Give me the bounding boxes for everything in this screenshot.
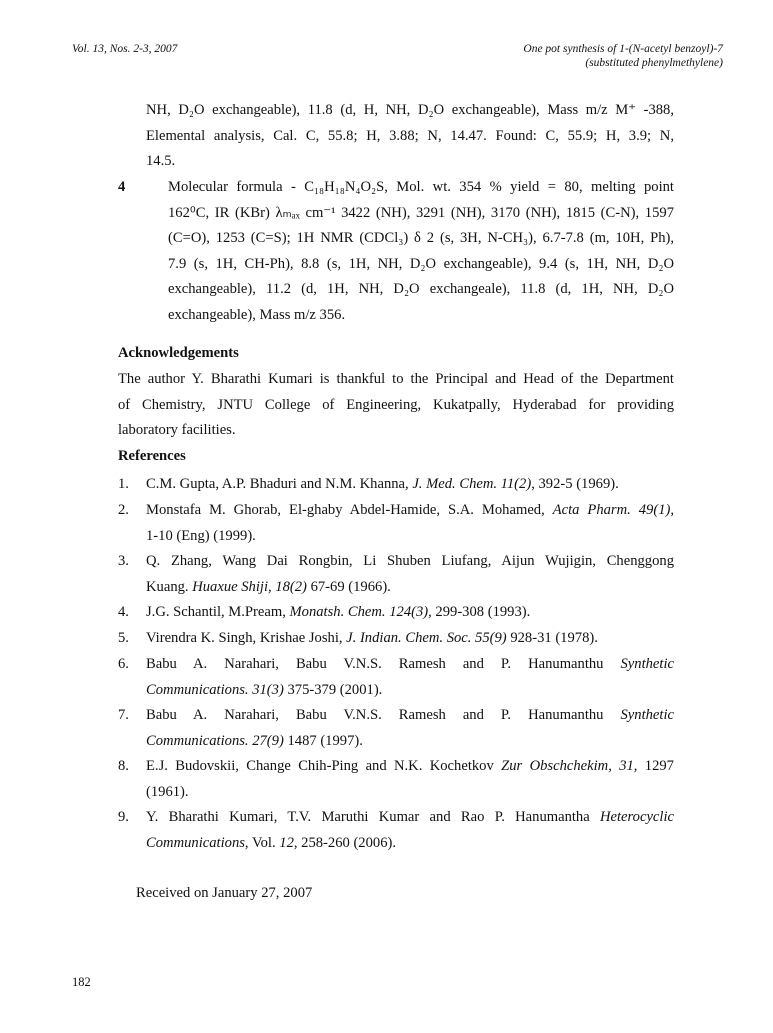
reference-item	[118, 626, 674, 652]
reference-line	[146, 729, 674, 755]
reference-authors: C.M. Gupta, A.P. Bhaduri and N.M. Khanna,	[146, 476, 413, 492]
references-heading: References	[118, 448, 186, 464]
reference-item	[118, 472, 674, 498]
acknowledgements-text	[118, 367, 674, 444]
reference-item	[118, 703, 674, 754]
reference-volume: 12	[279, 834, 294, 851]
reference-number: 7.	[118, 707, 129, 723]
reference-continuation: Kuang.	[146, 578, 193, 595]
reference-line	[146, 549, 674, 575]
text-line: exchangeable), 11.2 (d, 1H, NH, D₂O exchangeale), 11.8 (d, 1H, NH, D₂O	[168, 281, 674, 297]
text-line: of Chemistry, JNTU College of Engineering, Kukatpally, Hyderabad for providing	[118, 396, 674, 413]
text-line: exchangeable), Mass m/z 356.	[168, 306, 346, 323]
reference-item	[118, 754, 674, 805]
reference-pages: , Vol.	[244, 834, 280, 851]
text-line: 14.5.	[146, 153, 176, 169]
text-line: Molecular formula - C₁₈H₁₈N₄O₂S, Mol. wt. 354 % yield = 80, melting point	[168, 179, 674, 195]
text-line: Elemental analysis, Cal. C, 55.8; H, 3.88; N, 14.47. Found: C, 55.9; H, 3.9; N,	[146, 127, 674, 144]
compound-4-entry	[118, 175, 674, 328]
reference-number: 3.	[118, 553, 129, 569]
reference-number: 5.	[118, 630, 129, 646]
text-line: NH, D₂O exchangeable), 11.8 (d, H, NH, D₂O exchangeable), Mass m/z M⁺ -388,	[146, 102, 674, 118]
reference-item	[118, 600, 674, 626]
acknowledgements-heading: Acknowledgements	[118, 345, 239, 361]
reference-continuation: 1-10 (Eng) (1999).	[146, 527, 256, 544]
reference-line	[146, 575, 674, 601]
reference-number: 9.	[118, 809, 129, 825]
reference-pages: 928-31 (1978).	[506, 630, 598, 646]
reference-number: 2.	[118, 502, 129, 518]
text-line: 162⁰C, IR (KBr) λₘₐₓ cm⁻¹ 3422 (NH), 3291 (NH), 3170 (NH), 1815 (C-N), 1597	[168, 204, 674, 221]
reference-line	[146, 600, 674, 626]
page-number: 182	[72, 975, 91, 989]
running-header-left: Vol. 13, Nos. 2-3, 2007	[72, 43, 178, 55]
reference-line	[146, 472, 674, 498]
running-header-right	[403, 42, 723, 70]
reference-authors: Monstafa M. Ghorab, El-ghaby Abdel-Hamide, S.A. Mohamed,	[146, 502, 553, 518]
reference-pages: 299-308 (1993).	[431, 604, 531, 620]
reference-journal: Synthetic	[620, 707, 674, 723]
reference-authors: E.J. Budovskii, Change Chih-Ping and N.K. Kochetkov	[146, 758, 502, 774]
reference-journal: Heterocyclic	[599, 809, 674, 825]
reference-line	[146, 805, 674, 831]
reference-number: 1.	[118, 476, 129, 492]
reference-authors: Babu A. Narahari, Babu V.N.S. Ramesh and P. Hanumanthu	[146, 707, 621, 723]
reference-journal: Zur Obschchekim, 31,	[501, 758, 638, 774]
reference-pages: 1487 (1997).	[283, 732, 363, 749]
reference-journal: Huaxue Shiji, 18(2)	[192, 578, 307, 595]
reference-journal: Communications. 27(9)	[146, 732, 284, 749]
reference-authors: Y. Bharathi Kumari, T.V. Maruthi Kumar and Rao P. Hanumantha	[146, 809, 600, 825]
reference-item	[118, 652, 674, 703]
reference-journal: J. Med. Chem. 11(2)	[412, 476, 532, 492]
reference-line	[146, 831, 674, 857]
reference-line	[146, 703, 674, 729]
running-header-title-line1: One pot synthesis of 1-(N-acetyl benzoyl)-7	[523, 43, 723, 55]
reference-line	[146, 678, 674, 704]
received-date: Received on January 27, 2007	[136, 885, 313, 901]
reference-pages: , 258-260 (2006).	[293, 834, 397, 851]
compound-number: 4	[118, 179, 126, 195]
reference-authors: Babu A. Narahari, Babu V.N.S. Ramesh and P. Hanumanthu	[146, 656, 621, 672]
text-line: laboratory facilities.	[118, 422, 236, 438]
reference-item	[118, 805, 674, 856]
reference-continuation: (1961).	[146, 783, 189, 800]
reference-line	[146, 780, 674, 806]
reference-line	[146, 754, 674, 780]
reference-journal: Synthetic	[620, 656, 674, 672]
reference-journal: Monatsh. Chem. 124(3),	[289, 604, 432, 620]
reference-pages: 67-69 (1966).	[306, 578, 391, 595]
text-line: (C=O), 1253 (C=S); 1H NMR (CDCl₃) δ 2 (s, 3H, N-CH₃), 6.7-7.8 (m, 10H, Ph),	[168, 230, 674, 246]
running-header-title-line2: (substituted phenylmethylene)	[585, 57, 723, 69]
reference-item	[118, 498, 674, 549]
reference-authors: Q. Zhang, Wang Dai Rongbin, Li Shuben Liufang, Aijun Wujigin, Chenggong	[146, 553, 674, 569]
reference-line	[146, 626, 674, 652]
reference-authors: Virendra K. Singh, Krishae Joshi,	[146, 630, 347, 646]
reference-number: 6.	[118, 656, 129, 672]
reference-line	[146, 498, 674, 524]
reference-line	[146, 524, 674, 550]
text-line: 7.9 (s, 1H, CH-Ph), 8.8 (s, 1H, NH, D₂O exchangeable), 9.4 (s, 1H, NH, D₂O	[168, 255, 674, 272]
reference-journal: Communications	[146, 834, 245, 851]
reference-journal: Acta Pharm. 49(1),	[552, 502, 674, 518]
text-line: The author Y. Bharathi Kumari is thankful to the Principal and Head of the Department	[118, 371, 674, 387]
reference-pages: , 392-5 (1969).	[531, 476, 619, 492]
reference-item	[118, 549, 674, 600]
reference-authors: J.G. Schantil, M.Pream,	[146, 604, 290, 620]
reference-pages: 1297	[637, 758, 674, 774]
reference-journal: Communications. 31(3)	[146, 681, 284, 698]
reference-number: 4.	[118, 604, 129, 620]
compound-3-continuation	[118, 98, 674, 175]
reference-line	[146, 652, 674, 678]
reference-journal: J. Indian. Chem. Soc. 55(9)	[346, 630, 507, 646]
reference-pages: 375-379 (2001).	[283, 681, 383, 698]
reference-number: 8.	[118, 758, 129, 774]
